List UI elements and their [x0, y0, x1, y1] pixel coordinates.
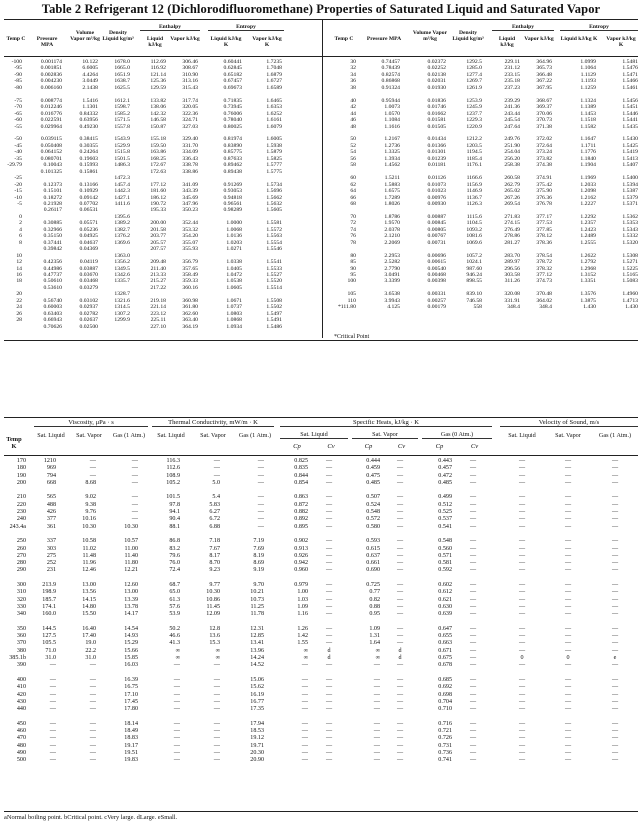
bottom-temp-header: Temp K: [6, 436, 22, 451]
sound-sat-vapor-header: Sat. Vapor: [555, 432, 581, 439]
top-left-h-liquid-column: 112.69 116.92 121.14 125.36 129.59 133.82 138.06 142.32 146.58 150.87 155.18 159.50 163.86 168.25 172.67 172.63 177.12 181.60 186.12 190.72 195.33 200.00 201.58 203.77 205.57 207.57 209.48 211.40 213.33 215.27 217.22 219.18 221.14 223.12 225.11 227.10: [150, 59, 166, 330]
thermal-sat-vapor-header: Sat. Vapor: [200, 432, 226, 439]
top-left-s-liquid-header: Liquid kJ/kg K: [210, 36, 242, 49]
top-right-s-vapor-column: 1.5481 1.5476 1.5471 1.5466 1.5461 1.5456 1.5451 1.5446 1.5441 1.5435 1.5430 1.5425 1.5419 1.5413 1.5407 1.5400 1.5394 1.5387 1.5379 1.5371 1.5362 1.5353 1.5343 1.5332 1.5320 1.5308 1.5271 1.5225 1.5165 1.5083 1.4960 1.4713 1.430: [622, 59, 638, 311]
top-left-temp-column: -100 -95 -90 -85 -80 -75 -70 -65 -60 -55 -50 -45 -40 -35 -29.79 -25 -20 -15 -10 -5 0 2 4 6 8 10 12 14 16 18 20 22 24 26 28: [7, 59, 22, 324]
viscosity-vapor-column: — — — 8.68 9.02 9.38 9.76 10.16 10.30 10.58 11.02 11.48 11.96 12.46 13.00 13.56 14.15 14.80 15.50 16.40 17.40 19.0 22.2 31.0 — — — — — — — — — — — —: [82, 458, 96, 764]
thermal-liquid-column: 116.3 112.6 108.9 105.2 101.5 97.8 94.1 90.4 88.1 86.8 83.2 79.6 76.0 72.4 68.7 65.0 61.3 57.6 53.9 50.2 46.6 41.3 ∞ ∞ — — — — — — — — — — — —: [166, 458, 180, 764]
top-right-pressure-column: 0.74457 0.78439 0.82574 0.86868 0.91324 0.95944 1.0073 1.0570 1.1084 1.1616 1.2167 1.2736 1.3325 1.3934 1.4562 1.5211 1.5883 1.6575 1.7289 1.8026 1.8786 1.9570 2.0378 2.1210 2.2069 2.2953 2.5282 2.7790 3.0491 3.3399 3.6538 3.9943 4.125: [381, 59, 400, 311]
top-left-s-vapor-header: Vapor kJ/kg K: [252, 36, 282, 49]
top-left-h-liquid-header: Liquid kJ/kg: [146, 36, 164, 49]
viscosity-group-header: Viscosity, μPa · s: [34, 420, 148, 427]
liquid-cv-header: Cv: [327, 443, 335, 450]
sound-vapor-column: — — — — — — — — — — — — — — — — — — — — — — — 0 — — — — — — — — — — — —: [564, 458, 572, 764]
top-left-density-header: Density Liquid kg/m³: [102, 30, 134, 43]
specific-heats-sat-liquid-header: Sat. Liquid: [280, 432, 348, 439]
liquid-cv-column: — — — — — — — — — — — — — — — — — — — — — — d d — — — — — — — — — — — —: [325, 458, 333, 764]
specific-heats-group-header: Specific Heats, kJ/kg · K: [280, 420, 492, 427]
top-left-pressure-header: Pressure MPA: [36, 36, 58, 49]
top-table-divider: [322, 20, 323, 338]
viscosity-sat-liquid-header: Sat. Liquid: [37, 432, 65, 439]
top-right-enthalpy-header: Enthalpy: [492, 24, 554, 31]
top-left-h-vapor-header: Vapor kJ/kg: [170, 36, 200, 42]
sound-sat-liquid-header: Sat. Liquid: [508, 432, 536, 439]
top-left-volume-header: Volume Vapor m³/kg: [70, 30, 100, 43]
top-table-rule-bottom: [4, 340, 638, 341]
vapor-cv-column: — — — — — — — — — — — — — — — — — — — — — — d d — — — — — — — — — — — —: [396, 458, 404, 764]
gas-cp-header: Cp: [435, 443, 444, 450]
bottom-table-rule-top: [4, 417, 638, 418]
specific-heats-gas-header: Gas (0 Atm.): [422, 432, 492, 439]
top-left-entropy-header: Entropy: [208, 24, 284, 31]
top-left-pressure-column: 0.001174 0.001851 0.002836 0.004230 0.006160 0.008774 0.012246 0.016776 0.022591 0.029964 0.039115 0.050408 0.064152 0.080701 0.10043 0.101325 0.12373 0.15101 0.18272 0.21928 0.26117 0.30885 0.32966 0.35150 0.37441 0.39842 0.42356 0.44986 0.47737 0.50610 0.53610 0.56740 0.60003 0.63403 0.66943 0.70626: [40, 59, 62, 330]
vapor-cp-header: Cp: [364, 443, 373, 450]
viscosity-gas-header: Gas (1 Atm.): [112, 432, 146, 439]
top-right-h-liquid-column: 229.11 231.12 233.15 235.18 237.23 239.29 241.36 243.44 245.54 247.64 249.76 251.90 254.04 256.20 258.38 260.58 262.79 265.02 267.26 269.54 271.83 274.15 276.49 278.86 281.27 283.70 289.97 296.56 303.58 311.26 320.08 331.91 348.4: [504, 59, 520, 311]
sound-group-header: Velocity of Sound, m/s: [500, 420, 638, 427]
bottom-table-rule-header: [4, 455, 638, 456]
top-right-density-column: 1292.5 1285.0 1277.4 1269.7 1261.9 1253.9 1245.9 1237.7 1229.3 1220.9 1212.2 1203.5 1194.5 1185.4 1176.1 1166.6 1156.9 1146.9 1136.7 1126.3 1115.6 1104.5 1093.2 1081.6 1069.6 1057.2 1024.1 987.60 946.24 898.55 839.10 746.58 558: [466, 59, 482, 311]
vapor-cv-header: Cv: [397, 443, 406, 450]
gas-cv-header: Cv: [470, 443, 479, 450]
bottom-table-rule-bottom: [4, 811, 638, 812]
thermal-gas-column: — — — — — — — — — 7.19 7.69 8.19 8.69 9.19 9.70 10.21 10.73 11.25 11.78 12.31 12.85 13.41 13.96 14.24 14.52 15.06 15.62 16.19 16.77 17.35 17.94 18.53 19.12 19.71 20.30 20.90: [250, 458, 264, 764]
top-right-pressure-header: Pressure MPA: [366, 36, 402, 42]
top-table-rule-header: [4, 56, 638, 57]
thermal-sat-liquid-header: Sat. Liquid: [157, 432, 185, 439]
specific-heats-sat-vapor-header: Sat. Vapor: [352, 432, 418, 439]
liquid-cp-header: Cp: [293, 443, 301, 450]
liquid-cp-column: 0.825 0.835 0.844 0.854 0.863 0.872 0.882 0.892 0.895 0.902 0.913 0.926 0.942 0.960 0.979 1.00 1.03 1.09 1.16 1.26 1.42 1.55 ∞ ∞ — — — — — — — — — — — —: [294, 458, 308, 764]
vapor-cp-column: 0.444 0.459 0.475 0.485 0.507 0.524 0.548 0.572 0.580 0.593 0.615 0.637 0.661 0.690 0.725 0.77 0.82 0.88 0.95 1.09 1.31 1.64 ∞ ∞ — — — — — — — — — — — —: [366, 458, 380, 764]
bottom-temp-column: 170 180 190 200 210 220 230 240 243.4a 250 260 270 280 290 300 310 320 330 340 350 360 370 380 385.1b 390 400 410 420 430 440 450 460 470 480 490 500: [9, 458, 26, 764]
top-right-h-liquid-header: Liquid kJ/kg: [498, 36, 516, 49]
top-right-h-vapor-header: Vapor kJ/kg: [524, 36, 554, 42]
top-right-density-header: Density Liquid kg/m³: [452, 30, 484, 43]
top-right-volume-header: Volume Vapor m³/kg: [412, 30, 448, 43]
top-right-s-liquid-header: Liquid kJ/kg K: [560, 36, 598, 42]
top-right-h-vapor-column: 364.96 365.73 366.48 367.22 367.95 368.67 369.37 370.06 370.73 371.38 372.02 372.64 373.24 373.82 374.38 374.91 375.42 375.90 376.36 376.78 377.17 377.53 377.85 378.12 378.36 378.54 378.72 378.32 377.12 374.73 370.48 364.02 348.4: [536, 59, 552, 311]
viscosity-sat-vapor-header: Sat. Vapor: [76, 432, 102, 439]
top-left-s-liquid-column: 0.60441 0.62845 0.65182 0.67457 0.69673 0.71835 0.73945 0.76006 0.78040 0.80025 0.81974 0.83890 0.85775 0.87633 0.89462 0.89438 0.91269 0.93053 0.94818 0.96561 0.98289 1.0000 1.0068 1.0136 1.0203 1.0271 1.0338 1.0405 1.0472 1.0538 1.0605 1.0671 1.0737 1.0803 1.0868 1.0934: [223, 59, 242, 330]
top-left-temp-header: Temp C: [6, 36, 26, 42]
thermal-group-header: Thermal Conductivity, mW/m · K: [152, 420, 274, 427]
table-title: Table 2 Refrigerant 12 (Dichlorodifluoromethane) Properties of Saturated Liquid and Saturated Vapor: [41, 2, 601, 16]
critical-point-note: *Critical Point: [334, 334, 370, 340]
top-left-h-vapor-column: 306.46 308.67 310.90 313.16 315.43 317.74 320.05 322.36 324.71 327.03 329.40 331.70 334.09 336.43 338.78 338.86 341.09 343.39 345.69 347.96 350.23 352.44 353.32 354.20 355.07 355.93 356.79 357.65 358.49 359.33 360.16 360.98 361.80 362.60 363.40 364.19: [182, 59, 198, 330]
viscosity-liquid-column: 1210 969 794 668 565 488 426 377 361 337 303 275 252 231 213.9 198.9 185.7 174.1 160.0 144.5 127.5 105.5 71.0 31.0 — — — — — — — — — — — —: [42, 458, 56, 764]
top-right-temp-header: Temp C: [334, 36, 354, 42]
top-left-density-column: 1678.0 1665.0 1651.9 1638.7 1625.5 1612.1 1598.7 1585.2 1571.5 1557.8 1543.9 1529.9 1515.8 1501.5 1486.3 1472.3 1457.4 1442.3 1427.1 1411.6 1395.6 1389.2 1382.7 1376.2 1369.6 1363.0 1356.2 1349.5 1342.6 1335.7 1328.7 1321.6 1314.5 1307.2 1299.9: [114, 59, 130, 324]
top-right-entropy-header: Entropy: [560, 24, 638, 31]
top-left-s-vapor-column: 1.7235 1.7048 1.6879 1.6727 1.6589 1.6465 1.6353 1.6252 1.6161 1.6079 1.6005 1.5938 1.5879 1.5825 1.5777 1.5775 1.5734 1.5696 1.5662 1.5632 1.5605 1.5581 1.5572 1.5563 1.5554 1.5546 1.5541 1.5533 1.5527 1.5520 1.5514 1.5508 1.5502 1.5497 1.5491 1.5486: [266, 59, 282, 330]
sound-liquid-column: — — — — — — — — — — — — — — — — — — — — — — — 0 — — — — — — — — — — — —: [518, 458, 526, 764]
footnote: aNormal boiling point. bCritical point. cVery large. dLarge. eSmall.: [4, 814, 178, 821]
gas-cv-column: — — — — — — — — — — — — — — — — — — — — — — — — — — — — — — — — — — — —: [469, 458, 477, 764]
sound-gas-header: Gas (1 Atm.): [598, 432, 632, 439]
top-right-volume-column: 0.02372 0.02252 0.02138 0.02031 0.01930 0.01836 0.01746 0.01662 0.01581 0.01505 0.01434 0.01366 0.01301 0.01239 0.01181 0.01126 0.01073 0.01023 0.00976 0.00930 0.00887 0.00845 0.00805 0.00767 0.00731 0.00696 0.00615 0.00540 0.00468 0.00398 0.00331 0.00257 0.00179: [427, 59, 446, 311]
top-right-temp-column: 30 32 34 36 38 40 42 44 46 48 50 52 54 56 58 60 62 64 66 68 70 72 74 76 78 80 85 90 95 100 105 110 *111.80: [337, 59, 356, 311]
sound-gas-column: — — — — — — — — — — — — — — — — — — — — — — — e — — — — — — — — — — — —: [611, 458, 619, 764]
top-left-enthalpy-header: Enthalpy: [140, 24, 200, 31]
top-right-s-liquid-column: 1.0999 1.1064 1.1129 1.1193 1.1259 1.1324 1.1389 1.1453 1.1518 1.1582 1.1647 1.1711 1.1776 1.1840 1.1904 1.1969 1.2033 1.2098 1.2162 1.2227 1.2292 1.2357 1.2423 1.2489 1.2555 1.2622 1.2792 1.2968 1.3152 1.3351 1.3576 1.3875 1.430: [580, 59, 596, 311]
top-table-rule-top: [4, 19, 638, 20]
thermal-gas-header: Gas (1 Atm.): [238, 432, 272, 439]
gas-cp-column: 0.443 0.457 0.472 0.485 0.499 0.512 0.525 0.537 0.541 0.548 0.560 0.571 0.581 0.592 0.602 0.612 0.621 0.630 0.639 0.647 0.655 0.663 0.671 0.675 0.678 0.685 0.692 0.698 0.704 0.710 0.716 0.721 0.726 0.731 0.736 0.741: [438, 458, 452, 764]
top-left-volume-column: 10.122 6.6005 4.4264 3.0449 2.1438 1.5416 1.1301 0.84332 0.63956 0.49230 0.38415 0.30355 0.24264 0.19603 0.15993 0.15861 0.13166 0.10929 0.09142 0.07702 0.06531 0.05571 0.05236 0.04925 0.04637 0.04369 0.04119 0.03887 0.03670 0.03468 0.03279 0.03102 0.02937 0.02782 0.02637 0.02500: [79, 59, 98, 330]
thermal-vapor-column: — — — 5.0 5.4 5.83 6.27 6.72 6.88 7.18 7.67 8.17 8.70 9.23 9.77 10.30 10.86 11.45 12.09 12.8 13.6 15.3 ∞ ∞ — — — — — — — — — — — —: [206, 458, 220, 764]
top-right-s-vapor-header: Vapor kJ/kg K: [606, 36, 636, 49]
viscosity-gas-column: — — — — — — — — 10.30 10.57 11.00 11.40 11.80 12.21 12.60 13.00 13.39 13.78 14.17 14.54 14.93 15.29 15.66 15.85 16.03 16.39 16.75 17.10 17.45 17.80 18.14 18.49 18.83 19.17 19.51 19.83: [124, 458, 138, 764]
